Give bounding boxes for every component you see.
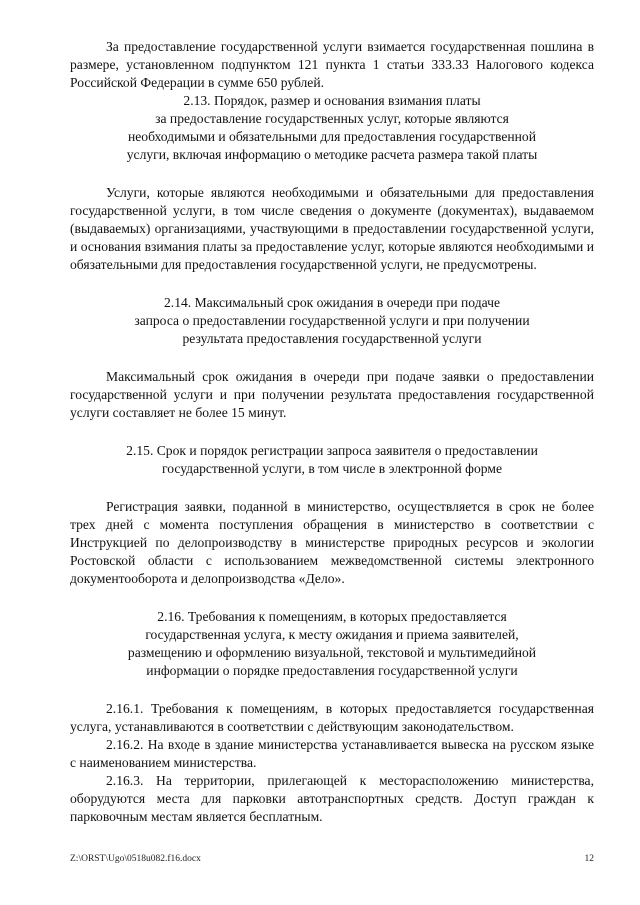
heading-2-13 (70, 92, 594, 164)
heading-line: государственная услуга, к месту ожидания и приема заявителей, (145, 627, 519, 642)
heading-line: 2.16. Требования к помещениям, в которых предоставляется (157, 609, 507, 624)
heading-2-14 (70, 294, 594, 348)
page-number: 12 (584, 854, 594, 864)
paragraph-2-16-3: 2.16.3. На территории, прилегающей к месторасположению министерства, оборудуются места для парковки автотранспортных средств. Доступ граждан к парковочным местам является бесплатным. (70, 773, 594, 824)
paragraph-2-15: Регистрация заявки, поданной в министерство, осуществляется в срок не более трех дней с момента поступления обращения в министерство в соответствии с Инструкцией по делопроизводству в министерстве природных ресурсов и экологии Ростовской области с использованием межведомственной системы электронного документооборота и делопроизводства «Дело». (70, 499, 594, 586)
paragraph-2-14: Максимальный срок ожидания в очереди при подаче заявки о предоставлении государственной услуги и при получении результата предоставления государственной услуги составляет не более 15 минут. (70, 369, 594, 420)
heading-line: запроса о предоставлении государственной услуги и при получении (134, 313, 530, 328)
heading-line: государственной услуги, в том числе в электронной форме (161, 461, 502, 476)
paragraph-2-13: Услуги, которые являются необходимыми и обязательными для предоставления государственной услуги, в том числе сведения о документе (документах), выдаваемом (выдаваемых) организациями, участвующими в предоставлении государственной услуги, и основания взимания платы за предоставление услуг, которые являются необходимыми и обязательными для предоставления государственной услуги, не предусмотрены. (70, 185, 594, 272)
document-page (70, 38, 594, 826)
heading-2-15 (70, 442, 594, 478)
file-path: Z:\ORST\Ugo\0518u082.f16.docx (70, 854, 201, 864)
heading-line: результата предоставления государственной услуги (182, 331, 482, 346)
heading-line: необходимыми и обязательными для предоставления государственной (127, 129, 537, 144)
page-footer (70, 853, 594, 865)
heading-line: за предоставление государственных услуг, которые являются (155, 111, 509, 126)
heading-line: информации о порядке предоставления государственной услуги (146, 663, 518, 678)
heading-line: услуги, включая информацию о методике расчета размера такой платы (126, 147, 538, 162)
heading-line: 2.13. Порядок, размер и основания взимания платы (183, 93, 481, 108)
paragraph-2-16-2: 2.16.2. На входе в здание министерства устанавливается вывеска на русском языке с наименованием министерства. (70, 737, 594, 770)
heading-line: 2.15. Срок и порядок регистрации запроса заявителя о предоставлении (126, 443, 538, 458)
heading-2-16 (70, 608, 594, 680)
paragraph-intro: За предоставление государственной услуги взимается государственная пошлина в размере, установленном подпунктом 121 пункта 1 статьи 333.33 Налогового кодекса Российской Федерации в сумме 650 рублей. (70, 39, 594, 90)
paragraph-2-16-1: 2.16.1. Требования к помещениям, в которых предоставляется государственная услуга, устанавливаются в соответствии с действующим законодательством. (70, 701, 594, 734)
heading-line: размещению и оформлению визуальной, текстовой и мультимедийной (127, 645, 537, 660)
heading-line: 2.14. Максимальный срок ожидания в очереди при подаче (164, 295, 500, 310)
